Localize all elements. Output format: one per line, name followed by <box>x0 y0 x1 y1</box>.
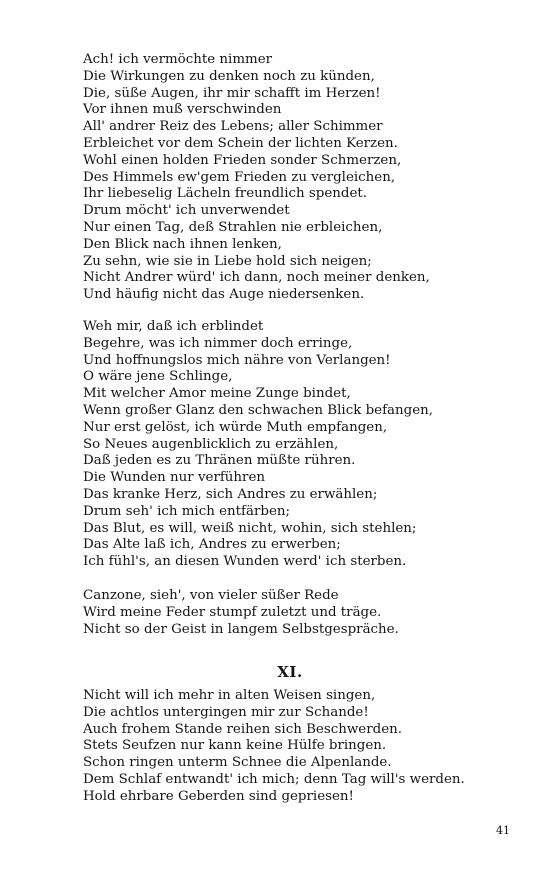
verse-line: Hold ehrbare Geberden sind gepriesen! <box>83 788 354 804</box>
verse-line: Drum seh' ich mich entfärben; <box>83 503 290 519</box>
verse-line: Dem Schlaf entwandt' ich mich; denn Tag will's werden. <box>83 771 465 787</box>
verse-line: Und häufig nicht das Auge niedersenken. <box>83 287 365 303</box>
verse-line: Das kranke Herz, sich Andres zu erwählen; <box>83 486 378 502</box>
verse-line: Begehre, was ich nimmer doch erringe, <box>83 335 353 351</box>
verse-line: Des Himmels ew'gem Frieden zu vergleichen, <box>83 169 396 185</box>
verse-line: Wohl einen holden Frieden sonder Schmerzen, <box>83 152 402 168</box>
stanza-envoi <box>83 588 523 638</box>
verse-line: Canzone, sieh', von vieler süßer Rede <box>83 588 339 603</box>
verse-line: Ach! ich vermöchte nimmer <box>83 52 273 67</box>
verse-line: Erbleichet vor dem Schein der lichten Kerzen. <box>83 135 398 151</box>
verse-line: Die Wirkungen zu denken noch zu künden, <box>83 68 375 84</box>
verse-line: Stets Seufzen nur kann keine Hülfe bringen. <box>83 738 387 754</box>
verse-line: Nicht so der Geist in langem Selbstgespräche. <box>83 621 399 637</box>
verse-line: Nur einen Tag, deß Strahlen nie erbleichen, <box>83 219 383 235</box>
verse-line: Nicht Andrer würd' ich dann, noch meiner denken, <box>83 270 430 286</box>
verse-line: Ihr liebeselig Lächeln freundlich spendet. <box>83 186 368 202</box>
verse-line: Schon ringen unterm Schnee die Alpenlande. <box>83 755 392 771</box>
section-heading: XI. <box>277 663 303 681</box>
verse-line: Daß jeden es zu Thränen müßte rühren. <box>83 453 356 469</box>
stanza-2 <box>83 319 523 571</box>
verse-line: Drum möcht' ich unverwendet <box>83 203 290 219</box>
verse-line: Auch frohem Stande reihen sich Beschwerden. <box>83 721 403 737</box>
verse-line: Ich fühl's, an diesen Wunden werd' ich sterben. <box>83 554 407 570</box>
verse-line: Den Blick nach ihnen lenken, <box>83 236 282 252</box>
verse-line: Nur erst gelöst, ich würde Muth empfangen, <box>83 419 388 435</box>
verse-line: Das Blut, es will, weiß nicht, wohin, sich stehlen; <box>83 520 417 536</box>
verse-line: Weh mir, daß ich erblindet <box>83 319 264 334</box>
verse-line: Das Alte laß ich, Andres zu erwerben; <box>83 537 341 553</box>
stanza-1 <box>83 52 523 304</box>
page-number: 41 <box>496 824 510 837</box>
verse-line: O wäre jene Schlinge, <box>83 369 233 385</box>
verse-line: All' andrer Reiz des Lebens; aller Schimmer <box>83 119 383 135</box>
stanza-xi-1 <box>83 688 523 806</box>
verse-line: Wenn großer Glanz den schwachen Blick befangen, <box>83 402 434 418</box>
verse-line: Die Wunden nur verführen <box>83 470 265 486</box>
verse-line: Die achtlos untergingen mir zur Schande! <box>83 704 369 720</box>
verse-line: Und hoffnungslos mich nähre von Verlangen! <box>83 352 391 368</box>
verse-line: Zu sehn, wie sie in Liebe hold sich neigen; <box>83 253 372 269</box>
verse-line: Die, süße Augen, ihr mir schafft im Herzen! <box>83 85 381 101</box>
verse-line: Wird meine Feder stumpf zuletzt und träge. <box>83 604 382 620</box>
verse-line: Mit welcher Amor meine Zunge bindet, <box>83 386 351 402</box>
verse-line: Nicht will ich mehr in alten Weisen singen, <box>83 688 376 703</box>
verse-line: So Neues augenblicklich zu erzählen, <box>83 436 339 452</box>
verse-line: Vor ihnen muß verschwinden <box>83 102 282 118</box>
